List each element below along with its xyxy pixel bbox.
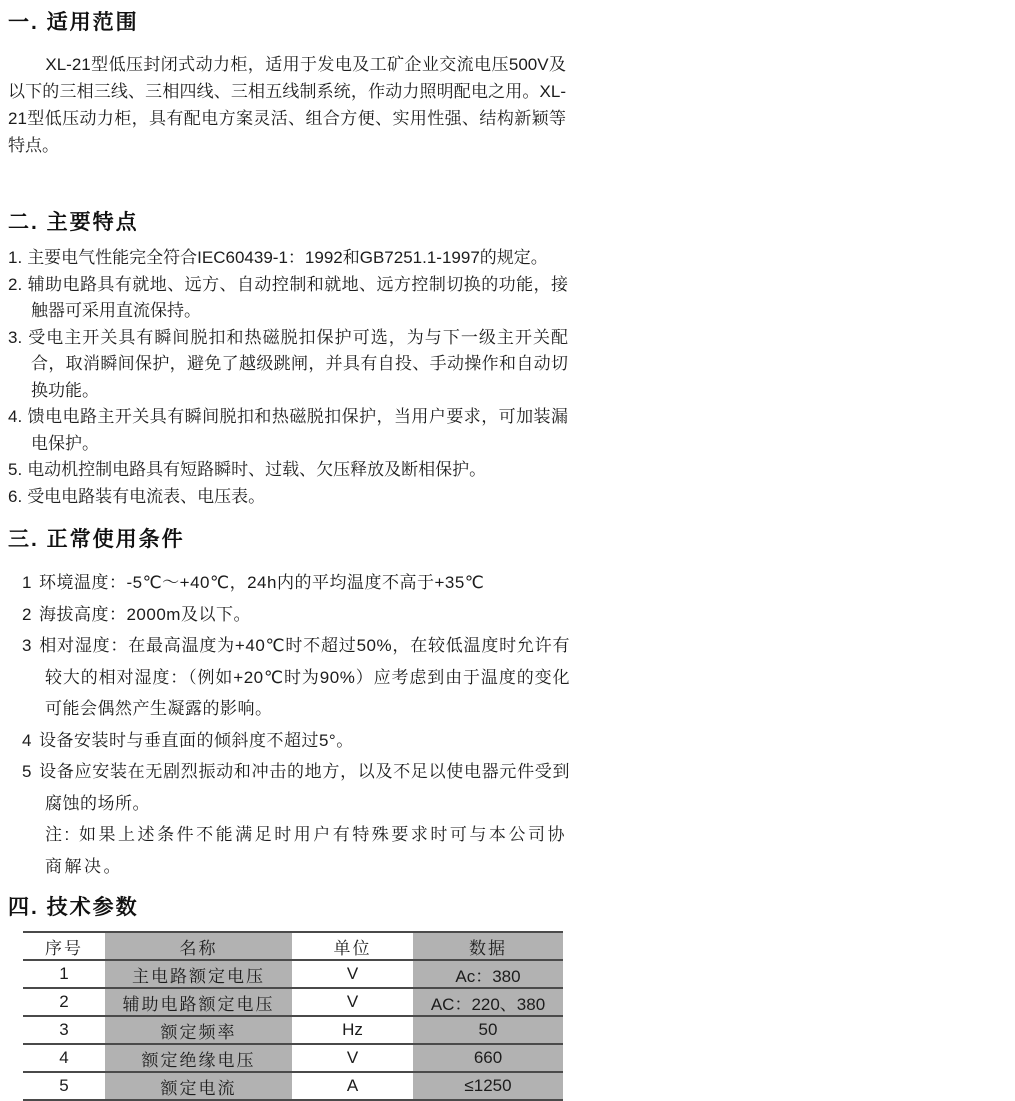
list-item <box>22 756 570 819</box>
list-item-text: 受电电路装有电流表、电压表。 <box>27 486 266 506</box>
list-item-marker: 2. <box>8 274 23 294</box>
section-3-heading: 三. 正常使用条件 <box>8 528 185 551</box>
section-2-feature-list <box>8 245 568 510</box>
list-item-marker: 2 <box>22 604 32 624</box>
list-item-text: 海拔高度：2000m及以下。 <box>38 604 251 624</box>
cell-value: 660 <box>413 1044 563 1072</box>
table-row <box>23 1044 563 1072</box>
list-item <box>8 404 568 457</box>
list-item-text: 辅助电路具有就地、远方、自动控制和就地、远方控制切换的功能，接触器可采用直流保持。 <box>27 274 568 320</box>
list-item-marker: 1. <box>8 248 23 267</box>
cell-name: 额定绝缘电压 <box>105 1044 292 1072</box>
cell-no: 5 <box>23 1072 105 1100</box>
table-header-row <box>23 932 563 960</box>
section-3-note: 注: 如果上述条件不能满足时用户有特殊要求时可与本公司协商解决。 <box>45 825 567 876</box>
list-item-marker: 3 <box>22 636 32 655</box>
cell-value: ≤1250 <box>413 1072 563 1100</box>
cell-unit: V <box>292 988 413 1016</box>
list-item <box>22 630 570 725</box>
list-item <box>8 484 568 511</box>
table-row <box>23 960 563 988</box>
cell-name: 额定频率 <box>105 1016 292 1044</box>
section-1-heading: 一. 适用范围 <box>8 11 139 34</box>
column-header-data: 数据 <box>413 932 563 960</box>
cell-value: 50 <box>413 1016 563 1044</box>
list-item-text: 设备安装时与垂直面的倾斜度不超过5°。 <box>38 730 354 750</box>
column-header-name: 名称 <box>105 932 292 960</box>
list-item <box>22 725 570 757</box>
cell-no: 1 <box>23 960 105 988</box>
cell-no: 2 <box>23 988 105 1016</box>
list-item-marker: 4 <box>22 730 32 750</box>
list-item-marker: 6. <box>8 486 23 506</box>
cell-value: AC：220、380 <box>413 988 563 1016</box>
technical-parameters-table <box>23 931 563 1101</box>
list-item <box>8 457 568 484</box>
list-item <box>8 272 568 325</box>
list-item-text: 电动机控制电路具有短路瞬时、过载、欠压释放及断相保护。 <box>27 460 487 479</box>
list-item <box>8 245 568 272</box>
table-row <box>23 1072 563 1100</box>
list-item-marker: 5 <box>22 762 32 781</box>
section-2-heading: 二. 主要特点 <box>8 211 139 234</box>
list-item <box>22 567 570 599</box>
cell-no: 4 <box>23 1044 105 1072</box>
list-item-text: 馈电电路主开关具有瞬间脱扣和热磁脱扣保护，当用户要求，可加装漏电保护。 <box>27 407 568 453</box>
section-1-paragraph: XL-21型低压封闭式动力柜，适用于发电及工矿企业交流电压500V及以下的三相三线、三相四线、三相五线制系统，作动力照明配电之用。XL-21型低压动力柜，具有配电方案灵活、组合方便、实用性强、结构新颖等特点。 <box>8 55 566 155</box>
list-item-marker: 4. <box>8 407 23 426</box>
table-row <box>23 988 563 1016</box>
list-item-text: 受电主开关具有瞬间脱扣和热磁脱扣保护可选，为与下一级主开关配合，取消瞬间保护，避免了越级跳闸，并具有自投、手动操作和自动切换功能。 <box>27 327 568 400</box>
cell-name: 辅助电路额定电压 <box>105 988 292 1016</box>
list-item-marker: 5. <box>8 460 23 479</box>
list-item-text: 主要电气性能完全符合IEC60439-1：1992和GB7251.1-1997的规定。 <box>27 248 548 267</box>
section-4-heading: 四. 技术参数 <box>8 896 139 919</box>
cell-unit: V <box>292 960 413 988</box>
column-header-unit: 单位 <box>292 932 413 960</box>
list-item <box>8 325 568 405</box>
cell-unit: A <box>292 1072 413 1100</box>
cell-name: 主电路额定电压 <box>105 960 292 988</box>
cell-value: Ac：380 <box>413 960 563 988</box>
table-row <box>23 1016 563 1044</box>
cell-unit: Hz <box>292 1016 413 1044</box>
cell-unit: V <box>292 1044 413 1072</box>
section-3-condition-list <box>22 567 570 882</box>
list-item-marker: 3. <box>8 327 23 347</box>
column-header-no: 序号 <box>23 932 105 960</box>
list-item <box>22 599 570 631</box>
cell-no: 3 <box>23 1016 105 1044</box>
list-item-marker: 1 <box>22 573 32 592</box>
cell-name: 额定电流 <box>105 1072 292 1100</box>
list-item-text: 设备应安装在无剧烈振动和冲击的地方，以及不足以使电器元件受到腐蚀的场所。 <box>38 762 570 813</box>
list-item-text: 环境温度：-5℃～+40℃，24h内的平均温度不高于+35℃ <box>38 573 485 592</box>
list-item-text: 相对湿度：在最高温度为+40℃时不超过50%，在较低温度时允许有较大的相对湿度：（例如+20℃时为90%）应考虑到由于温度的变化可能会偶然产生凝露的影响。 <box>38 636 570 718</box>
